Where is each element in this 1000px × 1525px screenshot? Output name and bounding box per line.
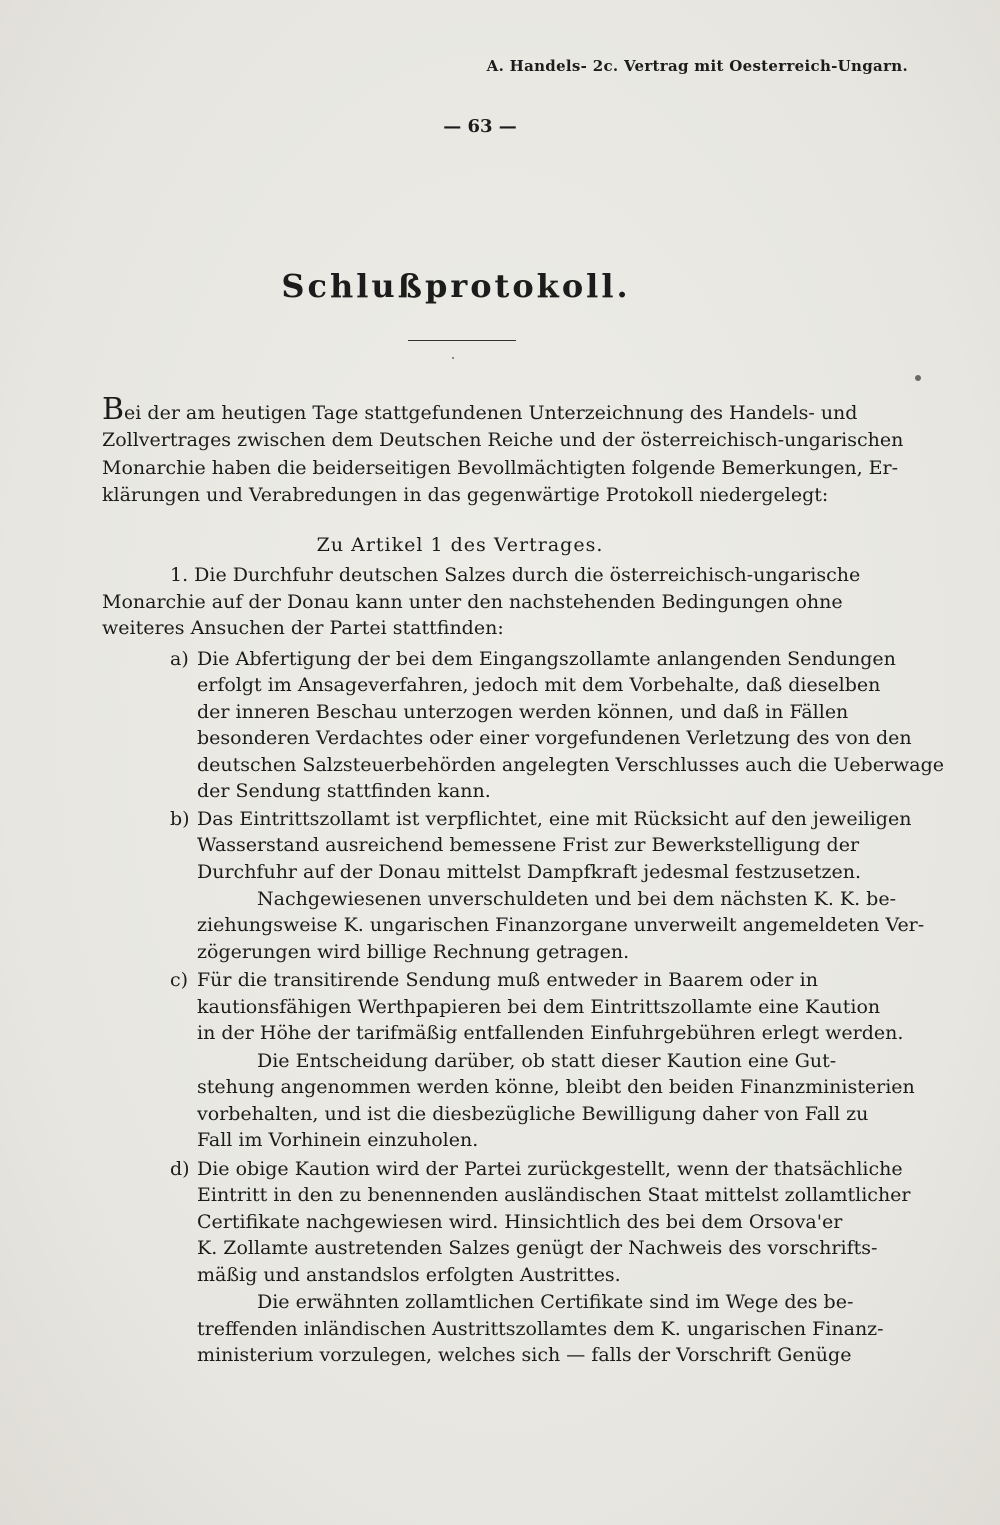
list-marker: a) [170,648,189,670]
initial-letter: B [102,392,125,427]
text-line: 1. Die Durchfuhr deutschen Salzes durch die österreichisch-ungarische [170,564,861,586]
text-line: ministerium vorzulegen, welches sich — falls der Vorschrift Genüge [197,1344,852,1366]
text-line: Das Eintrittszollamt ist verpflichtet, eine mit Rücksicht auf den jeweiligen [197,808,912,830]
list-marker: c) [170,969,189,991]
text-line: Die obige Kaution wird der Partei zurückgestellt, wenn der thatsächliche [197,1158,903,1180]
text-line: Zollvertrages zwischen dem Deutschen Reiche und der österreichisch-ungarischen [102,429,904,451]
text-line: Nachgewiesenen unverschuldeten und bei dem nächsten K. K. be- [257,888,896,910]
text-line: weiteres Ansuchen der Partei stattfinden: [102,617,504,639]
text-line: Für die transitirende Sendung muß entweder in Baarem oder in [197,969,818,991]
text-line: Fall im Vorhinein einzuholen. [197,1129,479,1151]
list-marker: b) [170,808,190,830]
text-line: besonderen Verdachtes oder einer vorgefundenen Verletzung des von den [197,727,912,749]
running-header: A. Handels- 2c. Vertrag mit Oesterreich-Ungarn. [486,57,908,75]
text-line: deutschen Salzsteuerbehörden angelegten Verschlusses auch die Ueberwage [197,754,945,776]
text-line: stehung angenommen werden könne, bleibt den beiden Finanzministerien [197,1076,915,1098]
list-marker: d) [170,1158,190,1180]
text-line: Monarchie haben die beiderseitigen Bevollmächtigten folgende Bemerkungen, Er- [102,457,899,479]
text-line: Wasserstand ausreichend bemessene Frist zur Bewerkstelligung der [197,834,860,856]
text-line: Die Abfertigung der bei dem Eingangszollamte anlangenden Sendungen [197,648,896,670]
text-line: treffenden inländischen Austrittszollamtes dem K. ungarischen Finanz- [197,1318,884,1340]
page-number: — 63 — [443,116,517,137]
text-line: in der Höhe der tarifmäßig entfallenden Einfuhrgebühren erlegt werden. [197,1022,904,1044]
text-line: Monarchie auf der Donau kann unter den nachstehenden Bedingungen ohne [102,591,843,613]
text-line: Die Entscheidung darüber, ob statt dieser Kaution eine Gut- [257,1050,837,1072]
text-line: der Sendung stattfinden kann. [197,780,491,802]
text-line: Eintritt in den zu benennenden ausländischen Staat mittelst zollamtlicher [197,1184,911,1206]
text-line: zögerungen wird billige Rechnung getragen. [197,941,630,963]
section-heading: Zu Artikel 1 des Vertrages. [316,534,604,556]
text-line: klärungen und Verabredungen in das gegenwärtige Protokoll niedergelegt: [102,484,829,506]
text-line: Die erwähnten zollamtlichen Certifikate sind im Wege des be- [257,1291,854,1313]
text-line: der inneren Beschau unterzogen werden können, und daß in Fällen [197,701,849,723]
text-line: erfolgt im Ansageverfahren, jedoch mit dem Vorbehalte, daß dieselben [197,674,881,696]
text-line: kautionsfähigen Werthpapieren bei dem Eintrittszollamte eine Kaution [197,996,881,1018]
line-text: ei der am heutigen Tage stattgefundenen Unterzeichnung des Handels- und [124,402,858,424]
page-speck [915,375,921,381]
text-line: K. Zollamte austretenden Salzes genügt der Nachweis des vorschrifts- [197,1237,878,1259]
text-line: Durchfuhr auf der Donau mittelst Dampfkraft jedesmal festzusetzen. [197,861,862,883]
text-line: Certifikate nachgewiesen wird. Hinsichtlich des bei dem Orsova'er [197,1211,843,1233]
text-line [102,392,858,427]
text-line: vorbehalten, und ist die diesbezügliche Bewilligung daher von Fall zu [197,1103,869,1125]
document-title: Schlußprotokoll. [281,267,631,305]
text-line: mäßig und anstandslos erfolgten Austrittes. [197,1264,621,1286]
text-line: ziehungsweise K. ungarischen Finanzorgane unverweilt angemeldeten Ver- [197,914,925,936]
page-speck [452,357,454,359]
title-underline [408,340,516,341]
